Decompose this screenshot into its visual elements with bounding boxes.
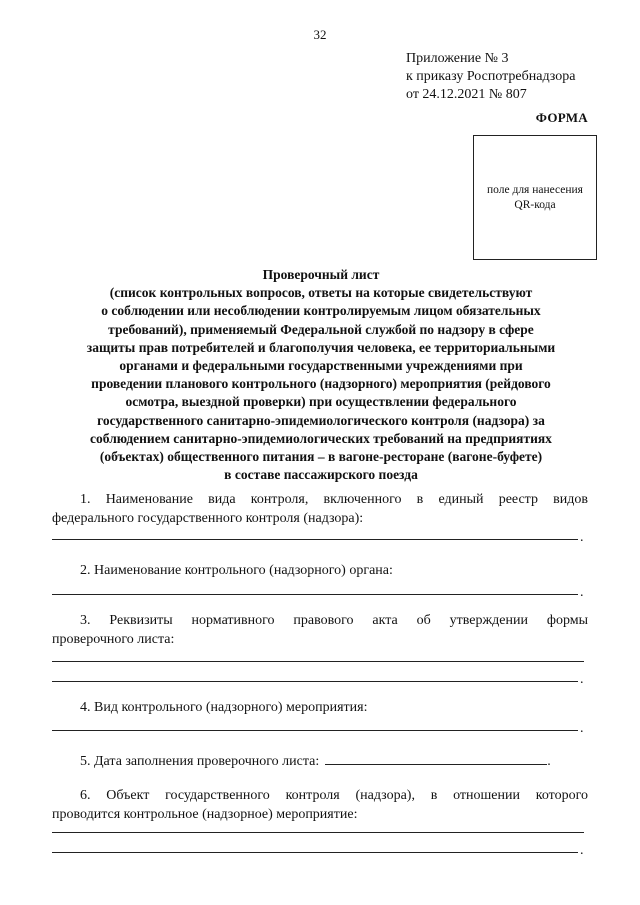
item-4 xyxy=(52,698,588,717)
title-line: органами и федеральными государственными учреждениями при xyxy=(119,358,523,374)
item-2 xyxy=(52,561,588,580)
item-6-fill-line-1[interactable] xyxy=(52,832,584,833)
item-2-fill-line[interactable] xyxy=(52,594,578,595)
line-end-mark: . xyxy=(580,672,584,687)
title-line: (объектах) общественного питания – в вагоне-ресторане (вагоне-буфете) xyxy=(99,449,543,465)
item-1-line-1: 1. Наименование вида контроля, включенного в единый реестр видов xyxy=(80,492,588,507)
qr-box-line-1: поле для нанесения xyxy=(487,183,583,196)
qr-code-field xyxy=(473,135,597,260)
title-line: (список контрольных вопросов, ответы на которые свидетельствуют xyxy=(109,285,533,301)
item-6 xyxy=(52,786,588,824)
line-end-mark: . xyxy=(580,721,584,736)
item-4-line-1: 4. Вид контрольного (надзорного) мероприятия: xyxy=(80,700,368,715)
item-2-line-1: 2. Наименование контрольного (надзорного) органа: xyxy=(80,563,393,578)
title-line: в составе пассажирского поезда xyxy=(224,467,418,483)
line-end-mark: . xyxy=(580,843,584,858)
item-5-line-1 xyxy=(52,752,588,771)
date-fill-line[interactable] xyxy=(325,752,547,765)
item-6-line-2: проводится контрольное (надзорное) мероприятие: xyxy=(52,807,358,822)
title-line: требований), применяемый Федеральной службой по надзору в сфере xyxy=(108,321,534,337)
item-3-fill-line-1[interactable] xyxy=(52,661,584,662)
item-1-line-2: федерального государственного контроля (надзора): xyxy=(52,511,364,526)
document-title xyxy=(44,266,598,484)
item-6-line-1: 6. Объект государственного контроля (надзора), в отношении которого xyxy=(80,788,588,803)
title-line: о соблюдении или несоблюдении контролируемым лицом обязательных xyxy=(101,303,541,319)
item-6-fill-line-2[interactable] xyxy=(52,852,578,853)
appendix-line-1: Приложение № 3 xyxy=(406,51,509,66)
form-label: ФОРМА xyxy=(535,110,588,125)
item-3-fill-line-2[interactable] xyxy=(52,681,578,682)
title-line: проведении планового контрольного (надзорного) мероприятия (рейдового xyxy=(91,376,551,392)
item-3 xyxy=(52,611,588,649)
title-line: государственного санитарно-эпидемиологического контроля (надзора) за xyxy=(97,412,545,428)
qr-box-line-2: QR-кода xyxy=(514,198,556,211)
item-3-line-1: 3. Реквизиты нормативного правового акта об утверждении формы xyxy=(80,613,588,628)
page-number: 32 xyxy=(313,27,327,42)
appendix-line-3: от 24.12.2021 № 807 xyxy=(406,87,527,102)
appendix-header xyxy=(406,50,575,104)
item-5-label: 5. Дата заполнения проверочного листа: xyxy=(80,754,320,769)
title-line: защиты прав потребителей и благополучия человека, ее территориальными xyxy=(86,339,556,355)
item-3-line-2: проверочного листа: xyxy=(52,632,175,647)
title-line: Проверочный лист xyxy=(262,267,380,282)
item-5 xyxy=(52,752,588,771)
appendix-line-2: к приказу Роспотребнадзора xyxy=(406,69,576,84)
line-end-mark: . xyxy=(580,585,584,600)
item-1 xyxy=(52,490,588,528)
title-line: соблюдением санитарно-эпидемиологических требований на предприятиях xyxy=(90,430,552,446)
item-4-fill-line[interactable] xyxy=(52,730,578,731)
item-1-fill-line[interactable] xyxy=(52,539,578,540)
line-end-mark: . xyxy=(580,530,584,545)
line-end-mark: . xyxy=(547,754,551,769)
title-line: осмотра, выездной проверки) при осуществлении федерального xyxy=(125,394,517,410)
